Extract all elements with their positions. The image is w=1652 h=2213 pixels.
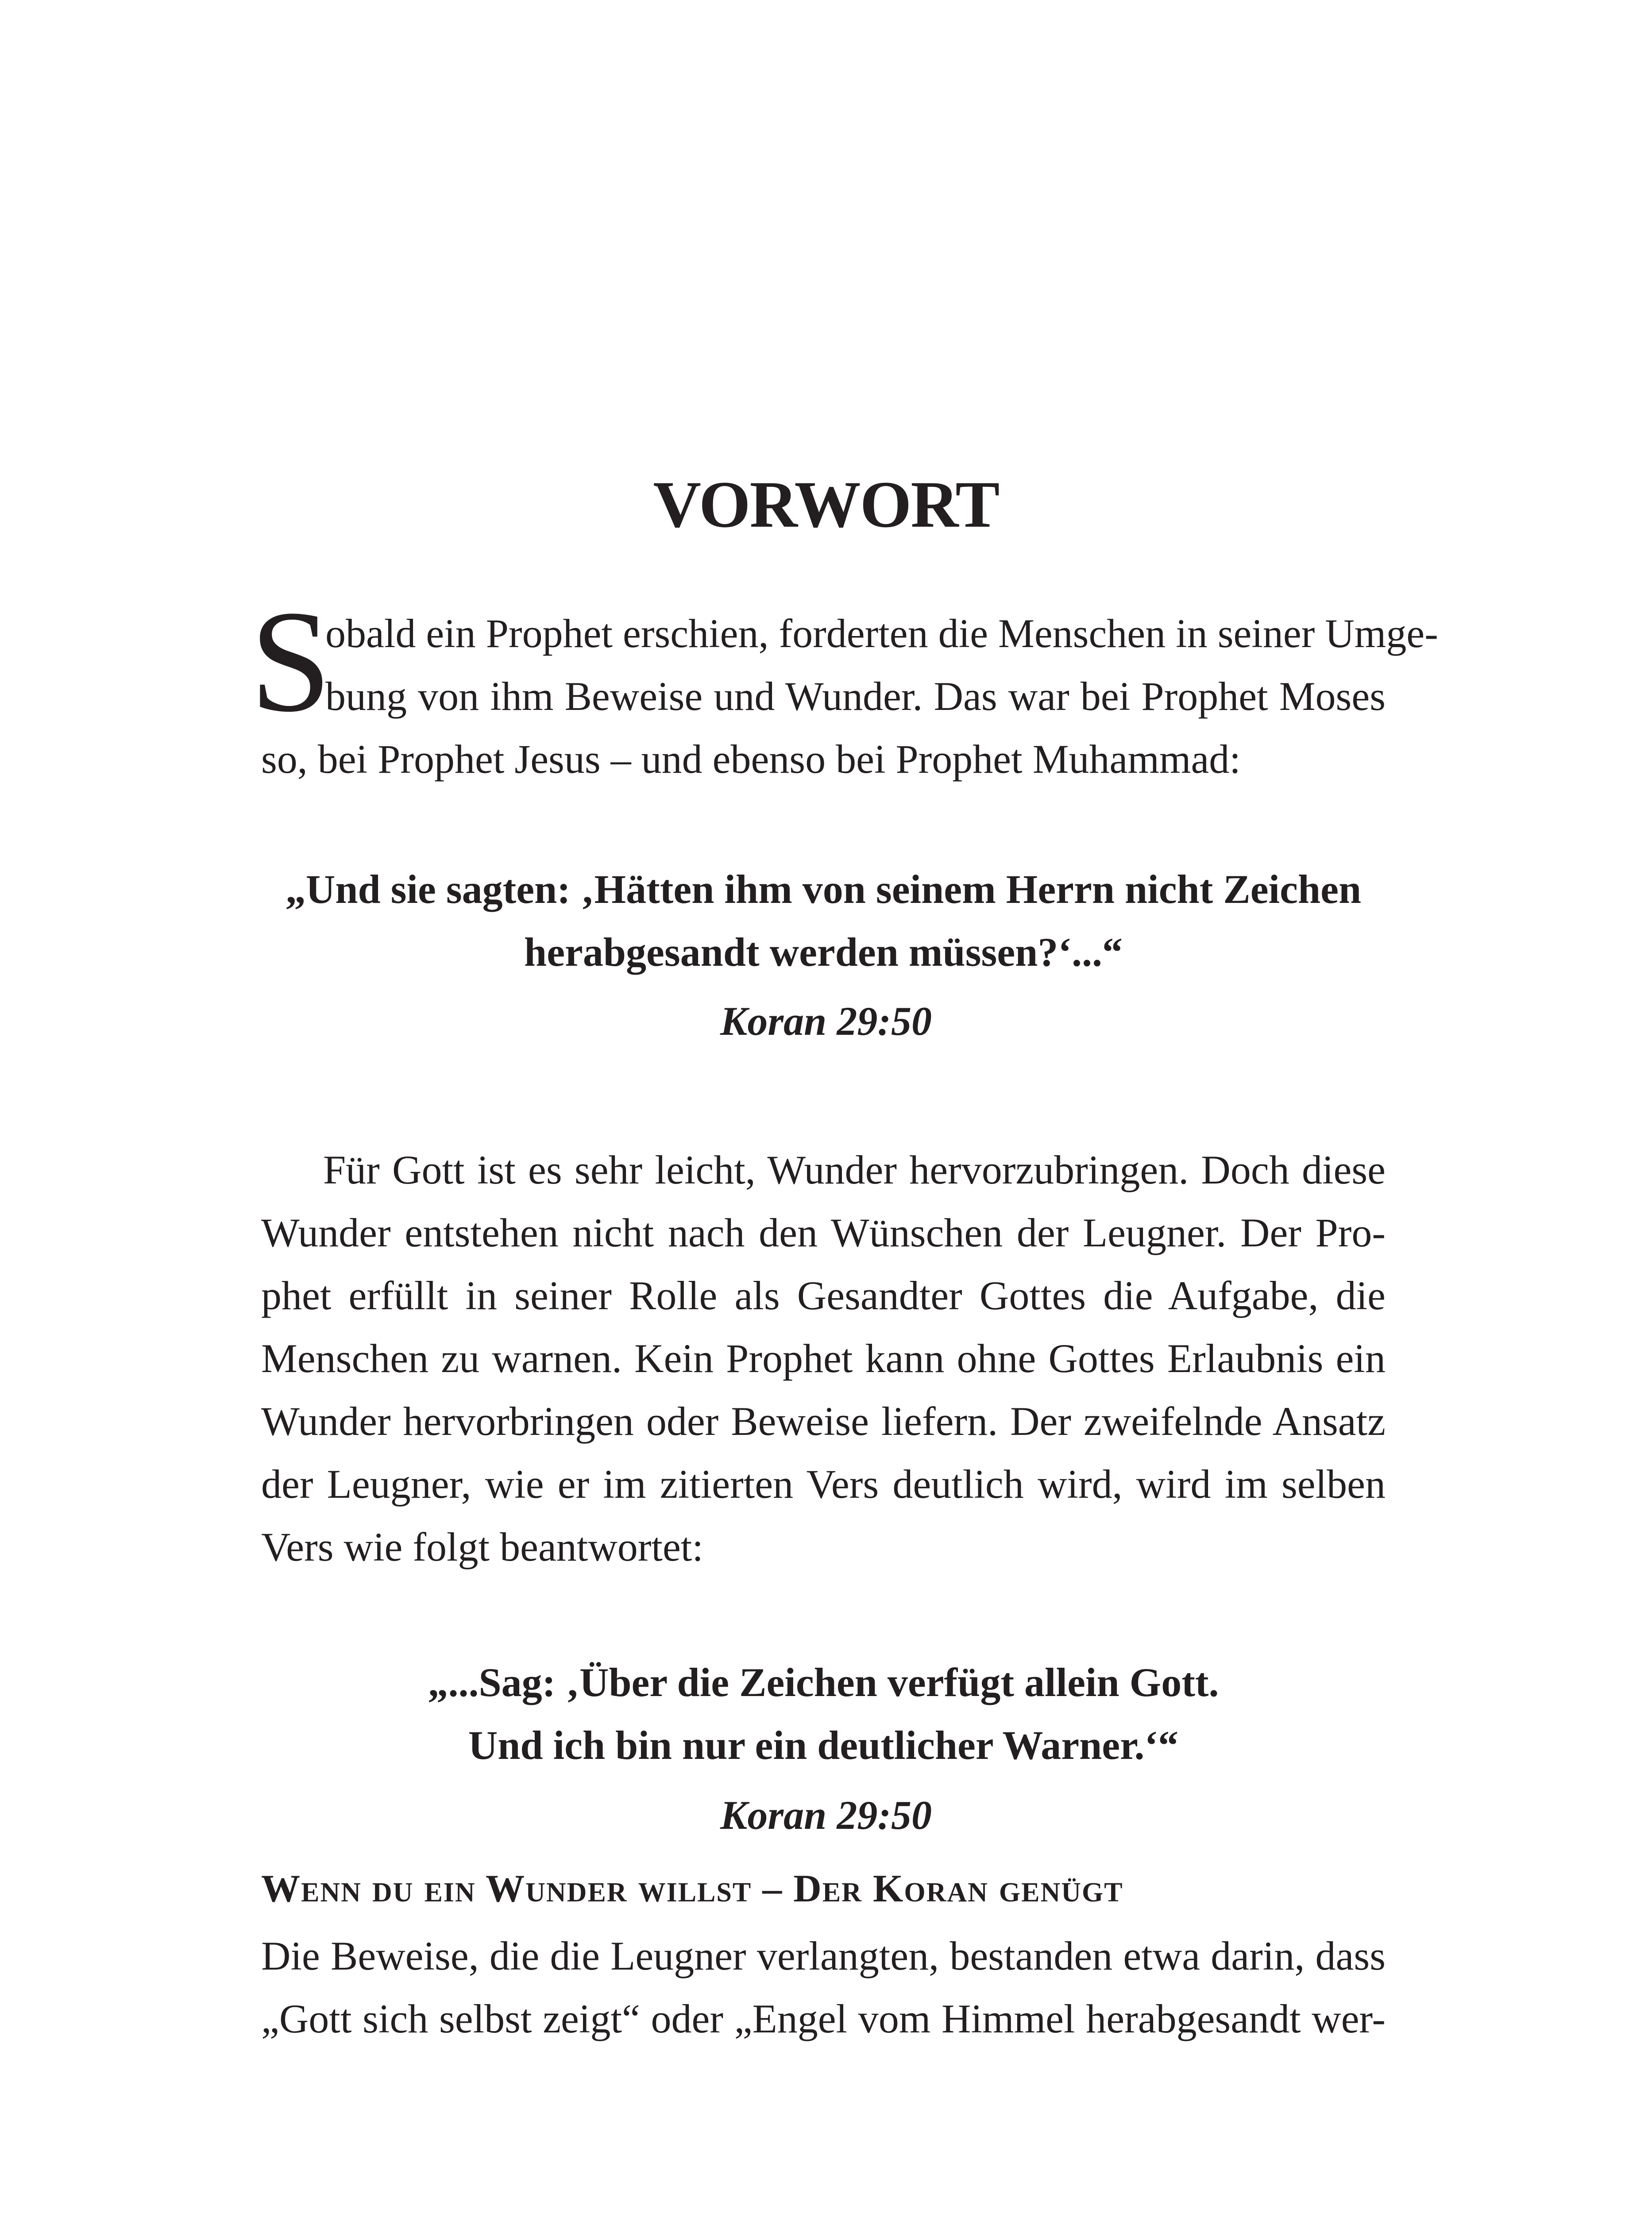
intro-paragraph-end (261, 728, 1386, 790)
quote-line: herabgesandt werden müssen?‘...“ (524, 929, 1123, 975)
text-line: bung von ihm Beweise und Wunder. Das war bei Prophet Moses (325, 674, 1386, 719)
text-line: der Leugner, wie er im zitierten Vers deutlich wird, wird im selben (261, 1461, 1386, 1507)
quote-reference-1: Koran 29:50 (720, 999, 932, 1044)
drop-cap: S (250, 581, 332, 742)
quote-line: „...Sag: ‚Über die Zeichen verfügt allein Gott. (428, 1660, 1219, 1705)
quote-block-2 (261, 1651, 1386, 1777)
text-line: Wunder entstehen nicht nach den Wünschen der Leugner. Der Pro- (261, 1210, 1386, 1255)
text-line: phet erfüllt in seiner Rolle als Gesandter Gottes die Aufgabe, die (261, 1273, 1386, 1318)
page-title: VORWORT (653, 468, 999, 541)
text-line: Vers wie folgt beantwortet: (261, 1524, 703, 1569)
section-heading: Wenn du ein Wunder willst – Der Koran genügt (261, 1867, 1123, 1910)
quote-reference-2: Koran 29:50 (720, 1793, 932, 1838)
text-line: so, bei Prophet Jesus – und ebenso bei Prophet Muhammad: (261, 736, 1241, 782)
body-paragraph (261, 1138, 1386, 1578)
quote-line: „Und sie sagten: ‚Hätten ihm von seinem Herrn nicht Zeichen (285, 867, 1362, 912)
text-line: obald ein Prophet erschien, forderten die Menschen in seiner Umge- (325, 611, 1438, 656)
quote-line: Und ich bin nur ein deutlicher Warner.‘“ (468, 1723, 1179, 1768)
text-line: Für Gott ist es sehr leicht, Wunder hervorzubringen. Doch diese (323, 1147, 1386, 1192)
quote-block-1 (261, 858, 1386, 983)
text-line: Die Beweise, die die Leugner verlangten, bestanden etwa darin, dass (261, 1933, 1386, 1978)
text-line: Wunder hervorbringen oder Beweise liefern. Der zweifelnde Ansatz (261, 1399, 1386, 1444)
body-paragraph-continued (261, 1924, 1386, 2050)
intro-paragraph (325, 602, 1438, 728)
text-line: „Gott sich selbst zeigt“ oder „Engel vom Himmel herabgesandt wer- (261, 1996, 1386, 2041)
text-line: Menschen zu warnen. Kein Prophet kann ohne Gottes Erlaubnis ein (261, 1336, 1386, 1381)
